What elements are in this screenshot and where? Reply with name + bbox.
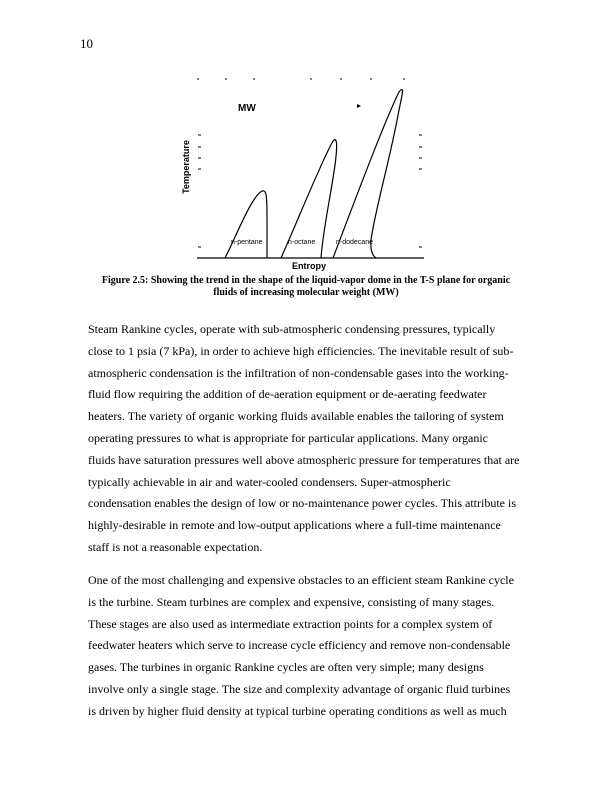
text-line: involve only a single stage. The size and complexity advantage of organic fluid turbines bbox=[88, 681, 511, 696]
text-line: fluid flow requiring the addition of de-aeration equipment or de-aerating feedwater bbox=[88, 387, 487, 402]
curve-label: n-pentane bbox=[231, 239, 263, 246]
caption-line: Figure 2.5: Showing the trend in the shape of the liquid-vapor dome in the T-S plane for organic bbox=[101, 275, 511, 286]
dome-n-dodecane bbox=[333, 89, 402, 258]
x-axis-label: Entropy bbox=[291, 261, 327, 271]
figure-caption bbox=[88, 275, 524, 299]
text-line: close to 1 psia (7 kPa), in order to achieve high efficiencies. The inevitable result of sub- bbox=[88, 343, 514, 358]
dome-n-pentane bbox=[225, 191, 267, 258]
paragraph bbox=[88, 319, 528, 559]
text-line: heaters. The variety of organic working fluids available enables the tailoring of system bbox=[88, 409, 504, 424]
page-number: 10 bbox=[80, 36, 93, 51]
text-line: operating pressures to what is appropriate for particular applications. Many organic bbox=[88, 430, 488, 445]
paragraph bbox=[88, 570, 528, 723]
curve-label: n-octane bbox=[288, 239, 316, 246]
curve-label: n-dodecane bbox=[336, 239, 373, 246]
text-line: staff is not a reasonable expectation. bbox=[88, 539, 263, 554]
text-line: These stages are also used as intermediate extraction points for a complex system of bbox=[88, 616, 493, 631]
arrow-icon bbox=[357, 104, 361, 108]
text-line: gases. The turbines in organic Rankine cycles are often very simple; many designs bbox=[88, 660, 484, 675]
text-line: is the turbine. Steam turbines are complex and expensive, consisting of many stages. bbox=[88, 594, 495, 609]
mw-annotation: MW bbox=[238, 103, 256, 114]
text-line: atmospheric condensation is the infiltration of non-condensable gases into the working- bbox=[88, 365, 509, 380]
text-line: Steam Rankine cycles, operate with sub-atmospheric condensing pressures, typically bbox=[88, 322, 496, 336]
text-line: is driven by higher fluid density at typical turbine operating conditions as well as much bbox=[88, 703, 507, 718]
text-line: highly-desirable in remote and low-output applications where a full-time maintenance bbox=[88, 518, 501, 533]
text-line: typically achievable in air and water-cooled condensers. Super-atmospheric bbox=[88, 474, 451, 489]
text-line: fluids have saturation pressures well above atmospheric pressure for temperatures that are bbox=[88, 452, 520, 467]
caption-line: fluids of increasing molecular weight (MW) bbox=[213, 287, 399, 298]
text-line: One of the most challenging and expensive obstacles to an efficient steam Rankine cycle bbox=[88, 573, 514, 587]
text-line: condensation enables the design of low or no-maintenance power cycles. This attribute is bbox=[88, 496, 516, 511]
text-line: feedwater heaters which serve to increase cycle efficiency and remove non-condensable bbox=[88, 638, 511, 653]
y-axis-label: Temperature bbox=[181, 140, 191, 194]
ts-diagram-figure bbox=[0, 0, 612, 300]
